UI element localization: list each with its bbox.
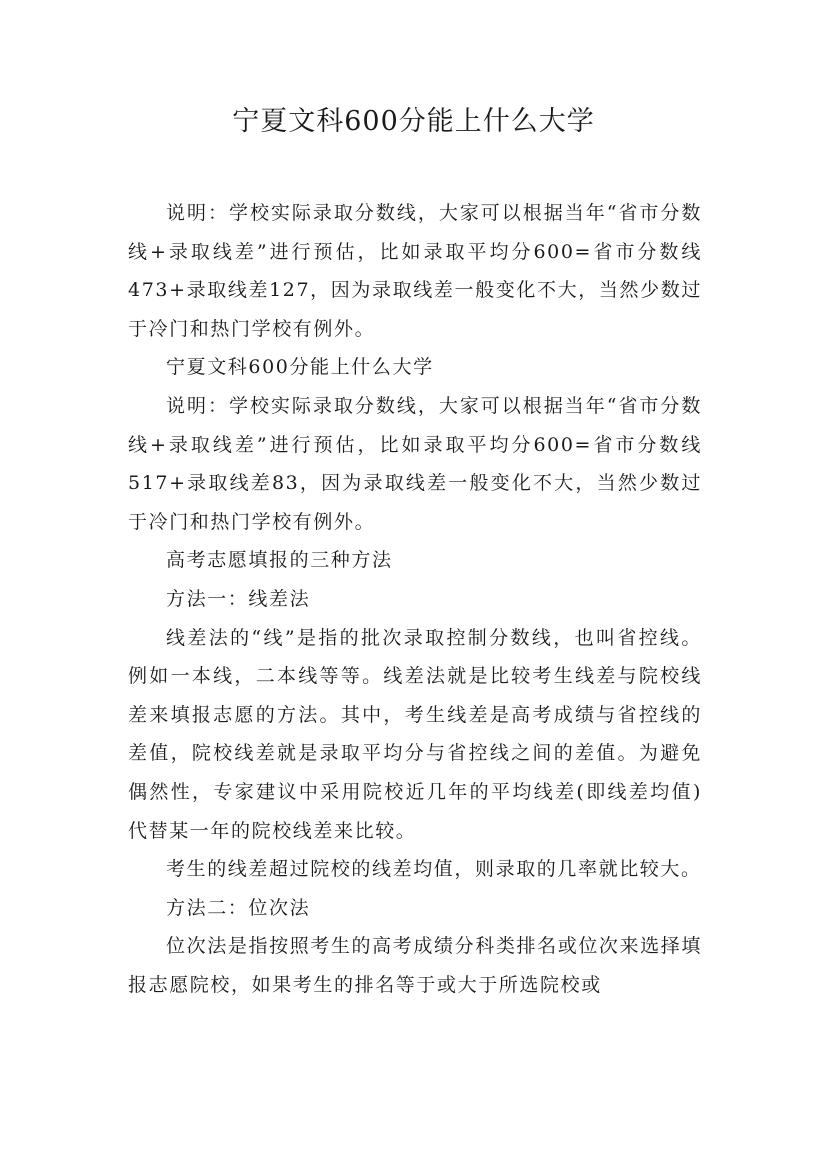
- paragraph-method-2-body: 位次法是指按照考生的高考成绩分科类排名或位次来选择填报志愿院校，如果考生的排名等于或大于所选院校或: [128, 935, 702, 996]
- paragraph-subtitle: 宁夏文科600分能上什么大学: [166, 356, 434, 379]
- paragraph-method-1-conclusion: 考生的线差超过院校的线差均值，则录取的几率就比较大。: [166, 858, 702, 881]
- paragraph-method-1-heading: 方法一：线差法: [166, 587, 311, 610]
- paragraph-note-1: 说明：学校实际录取分数线，大家可以根据当年“省市分数线+录取线差”进行预估，比如录取平均分600=省市分数线473+录取线差127，因为录取线差一般变化不大，当然少数过于冷门和热门学校有例外。: [128, 202, 702, 340]
- paragraph-method-1-body: 线差法的“线”是指的批次录取控制分数线，也叫省控线。例如一本线，二本线等等。线差法就是比较考生线差与院校线差来填报志愿的方法。其中，考生线差是高考成绩与省控线的差值，院校线差就是录取平均分与省控线之间的差值。为避免偶然性，专家建议中采用院校近几年的平均线差(即线差均值)代替某一年的院校线差来比较。: [128, 626, 702, 842]
- document-body: [128, 194, 702, 1004]
- paragraph-note-2: 说明：学校实际录取分数线，大家可以根据当年“省市分数线+录取线差”进行预估，比如录取平均分600=省市分数线517+录取线差83，因为录取线差一般变化不大，当然少数过于冷门和热门学校有例外。: [128, 394, 702, 533]
- paragraph-heading-methods: 高考志愿填报的三种方法: [166, 549, 393, 572]
- paragraph-method-2-heading: 方法二：位次法: [166, 896, 311, 919]
- document-title: 宁夏文科600分能上什么大学: [232, 106, 595, 137]
